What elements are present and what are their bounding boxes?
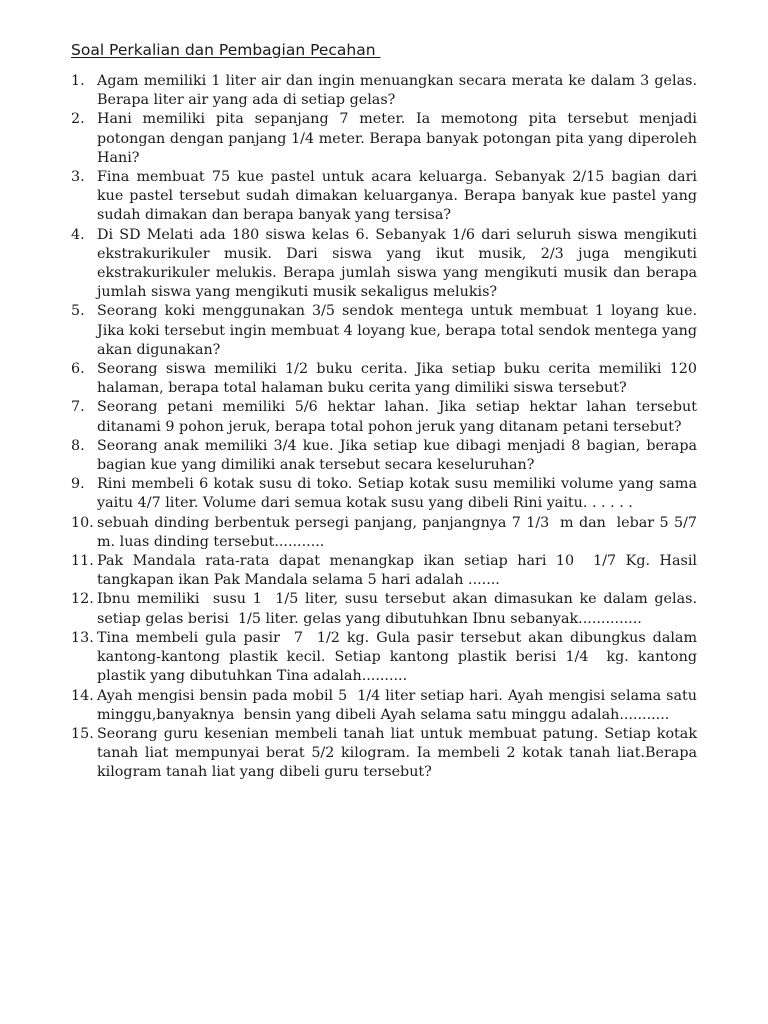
question-text: Fina membuat 75 kue pastel untuk acara keluarga. Sebanyak 2/15 bagian dari kue pastel tersebut sudah dimakan keluarganya. Berapa banyak kue pastel yang sudah dimakan dan berapa banyak yang tersisa?	[97, 169, 702, 224]
question-item	[0, 72, 702, 110]
question-item	[0, 110, 702, 168]
question-item	[0, 514, 702, 552]
question-number: 10.	[71, 514, 94, 531]
question-item	[0, 590, 702, 628]
question-item	[0, 687, 702, 725]
question-item	[0, 168, 702, 226]
question-item	[0, 226, 702, 303]
question-number: 1.	[71, 73, 85, 89]
question-number: 9.	[71, 476, 85, 493]
question-text: Tina membeli gula pasir 7 1/2 kg. Gula pasir tersebut akan dibungkus dalam kantong-kantong plastik kecil. Setiap kantong plastik berisi 1/4 kg. kantong plastik yang dibutuhkan Tina adalah..........	[97, 629, 702, 685]
question-number: 2.	[71, 111, 85, 128]
question-text: Rini membeli 6 kotak susu di toko. Setiap kotak susu memiliki volume yang sama yaitu 4/7 liter. Volume dari semua kotak susu yang dibeli Rini yaitu. . . . . .	[97, 476, 702, 512]
question-text: Seorang koki menggunakan 3/5 sendok mentega untuk membuat 1 loyang kue. Jika koki tersebut ingin membuat 4 loyang kue, berapa total sendok mentega yang akan digunakan?	[97, 303, 702, 358]
question-text: Pak Mandala rata-rata dapat menangkap ikan setiap hari 10 1/7 Kg. Hasil tangkapan ikan Pak Mandala selama 5 hari adalah .......	[97, 553, 702, 589]
question-item	[0, 725, 702, 783]
question-list	[0, 72, 768, 783]
question-number: 13.	[71, 629, 94, 646]
question-number: 11.	[71, 553, 94, 570]
document-title: Soal Perkalian dan Pembagian Pecahan	[71, 41, 381, 59]
question-item	[0, 629, 702, 687]
question-text: Hani memiliki pita sepanjang 7 meter. Ia memotong pita tersebut menjadi potongan dengan panjang 1/4 meter. Berapa banyak potongan pita yang diperoleh Hani?	[97, 111, 702, 166]
question-item	[0, 302, 702, 360]
question-text: Di SD Melati ada 180 siswa kelas 6. Sebanyak 1/6 dari seluruh siswa mengikuti ekstrakurikuler musik. Dari siswa yang ikut musik, 2/3 juga mengikuti ekstrakurikuler melukis. Berapa jumlah siswa yang mengikuti musik dan berapa jumlah siswa yang mengikuti musik sekaligus melukis?	[97, 226, 702, 301]
question-item	[0, 437, 702, 475]
question-text: Ayah mengisi bensin pada mobil 5 1/4 liter setiap hari. Ayah mengisi selama satu minggu,banyaknya bensin yang dibeli Ayah selama satu minggu adalah...........	[97, 687, 702, 723]
question-number: 3.	[71, 169, 85, 186]
question-text: Seorang petani memiliki 5/6 hektar lahan. Jika setiap hektar lahan tersebut ditanami 9 pohon jeruk, berapa total pohon jeruk yang ditanam petani tersebut?	[97, 399, 702, 435]
question-number: 15.	[71, 725, 94, 742]
question-text: Seorang siswa memiliki 1/2 buku cerita. Jika setiap buku cerita memiliki 120 halaman, berapa total halaman buku cerita yang dimiliki siswa tersebut?	[97, 361, 702, 397]
question-number: 4.	[71, 226, 85, 243]
question-text: Seorang anak memiliki 3/4 kue. Jika setiap kue dibagi menjadi 8 bagian, berapa bagian kue yang dimiliki anak tersebut secara keseluruhan?	[97, 437, 702, 474]
question-item	[0, 360, 702, 398]
question-item	[0, 398, 702, 436]
question-number: 7.	[71, 399, 85, 416]
question-text: sebuah dinding berbentuk persegi panjang, panjangnya 7 1/3 m dan lebar 5 5/7 m. luas dinding tersebut...........	[97, 514, 702, 550]
question-item	[0, 552, 702, 590]
question-text: Ibnu memiliki susu 1 1/5 liter, susu tersebut akan dimasukan ke dalam gelas. setiap gelas berisi 1/5 liter. gelas yang dibutuhkan Ibnu sebanyak..............	[97, 591, 702, 627]
question-text: Agam memiliki 1 liter air dan ingin menuangkan secara merata ke dalam 3 gelas. Berapa liter air yang ada di setiap gelas?	[97, 73, 702, 109]
question-text: Seorang guru kesenian membeli tanah liat untuk membuat patung. Setiap kotak tanah liat mempunyai berat 5/2 kilogram. Ia membeli 2 kotak tanah liat.Berapa kilogram tanah liat yang dibeli guru tersebut?	[97, 725, 702, 781]
question-number: 12.	[71, 591, 94, 608]
question-number: 14.	[71, 687, 94, 704]
question-number: 6.	[71, 361, 85, 378]
question-item	[0, 475, 702, 513]
question-number: 5.	[71, 303, 85, 320]
question-number: 8.	[71, 437, 85, 454]
